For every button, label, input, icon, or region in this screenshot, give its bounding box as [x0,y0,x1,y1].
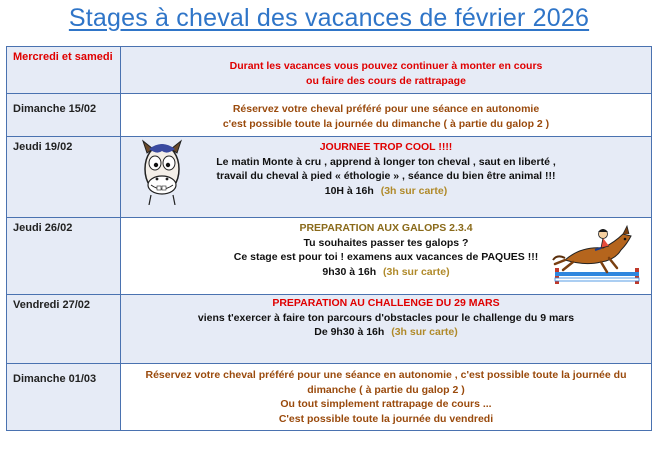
schedule-table [6,46,652,431]
hours-text: 9h30 à 16h [322,265,377,278]
description-cell [121,94,652,137]
description-line: travail du cheval à pied « éthologie » , séance du bien être animal !!! [216,170,556,182]
hours-line [121,325,651,340]
description-cell [121,47,652,94]
page-title: Stages à cheval des vacances de février 2026 [68,4,590,32]
day-cell: Dimanche 01/03 [7,364,121,431]
card-note: (3h sur carte) [380,184,448,197]
description-line: c'est possible toute la journée du dimanche ( à partie du galop 2 ) [222,117,550,130]
card-note: (3h sur carte) [383,265,450,278]
description-cell [121,137,652,218]
description-cell [121,218,652,295]
description-line: Durant les vacances vous pouvez continuer à monter en cours [229,60,543,72]
description-line: viens t'exercer à faire ton parcours d'obstacles pour le challenge du 9 mars [197,311,575,324]
description-line: Le matin Monte à cru , apprend à longer ton cheval , saut en liberté , [216,155,556,168]
jumping-horse-icon [551,220,643,286]
table-row [7,295,652,364]
day-cell: Mercredi et samedi [7,47,121,94]
description-line: ou faire des cours de rattrapage [306,74,466,87]
description-line: Ou tout simplement rattrapage de cours ... [280,398,492,410]
description-line: Réservez votre cheval préféré pour une séance en autonomie , c'est possible toute la journée du [145,369,627,381]
description-line: C'est possible toute la journée du vendredi [278,412,494,425]
description-line: Réservez votre cheval préféré pour une séance en autonomie [232,103,540,115]
hours-text: De 9h30 à 16h [314,326,385,338]
table-row [7,218,652,295]
table-row [7,47,652,94]
table-row [7,137,652,218]
description-line: dimanche ( à partie du galop 2 ) [307,383,465,396]
row-heading: PREPARATION AU CHALLENGE DU 29 MARS [272,297,500,309]
description-line: Tu souhaites passer tes galops ? [303,236,469,249]
description-cell [121,364,652,431]
hours-line [121,184,651,199]
description-line: Ce stage est pour toi ! examens aux vacances de PAQUES !!! [233,251,539,263]
day-cell: Vendredi 27/02 [7,295,121,364]
day-cell: Dimanche 15/02 [7,94,121,137]
cartoon-horse-icon [131,139,193,205]
row-heading: PREPARATION AUX GALOPS 2.3.4 [299,222,473,234]
card-note: (3h sur carte) [391,326,458,338]
day-cell: Jeudi 19/02 [7,137,121,218]
table-row [7,94,652,137]
description-cell [121,295,652,364]
row-heading: JOURNEE TROP COOL !!!! [319,141,453,153]
table-row [7,364,652,431]
day-cell: Jeudi 26/02 [7,218,121,295]
hours-text: 10H à 16h [324,184,374,197]
